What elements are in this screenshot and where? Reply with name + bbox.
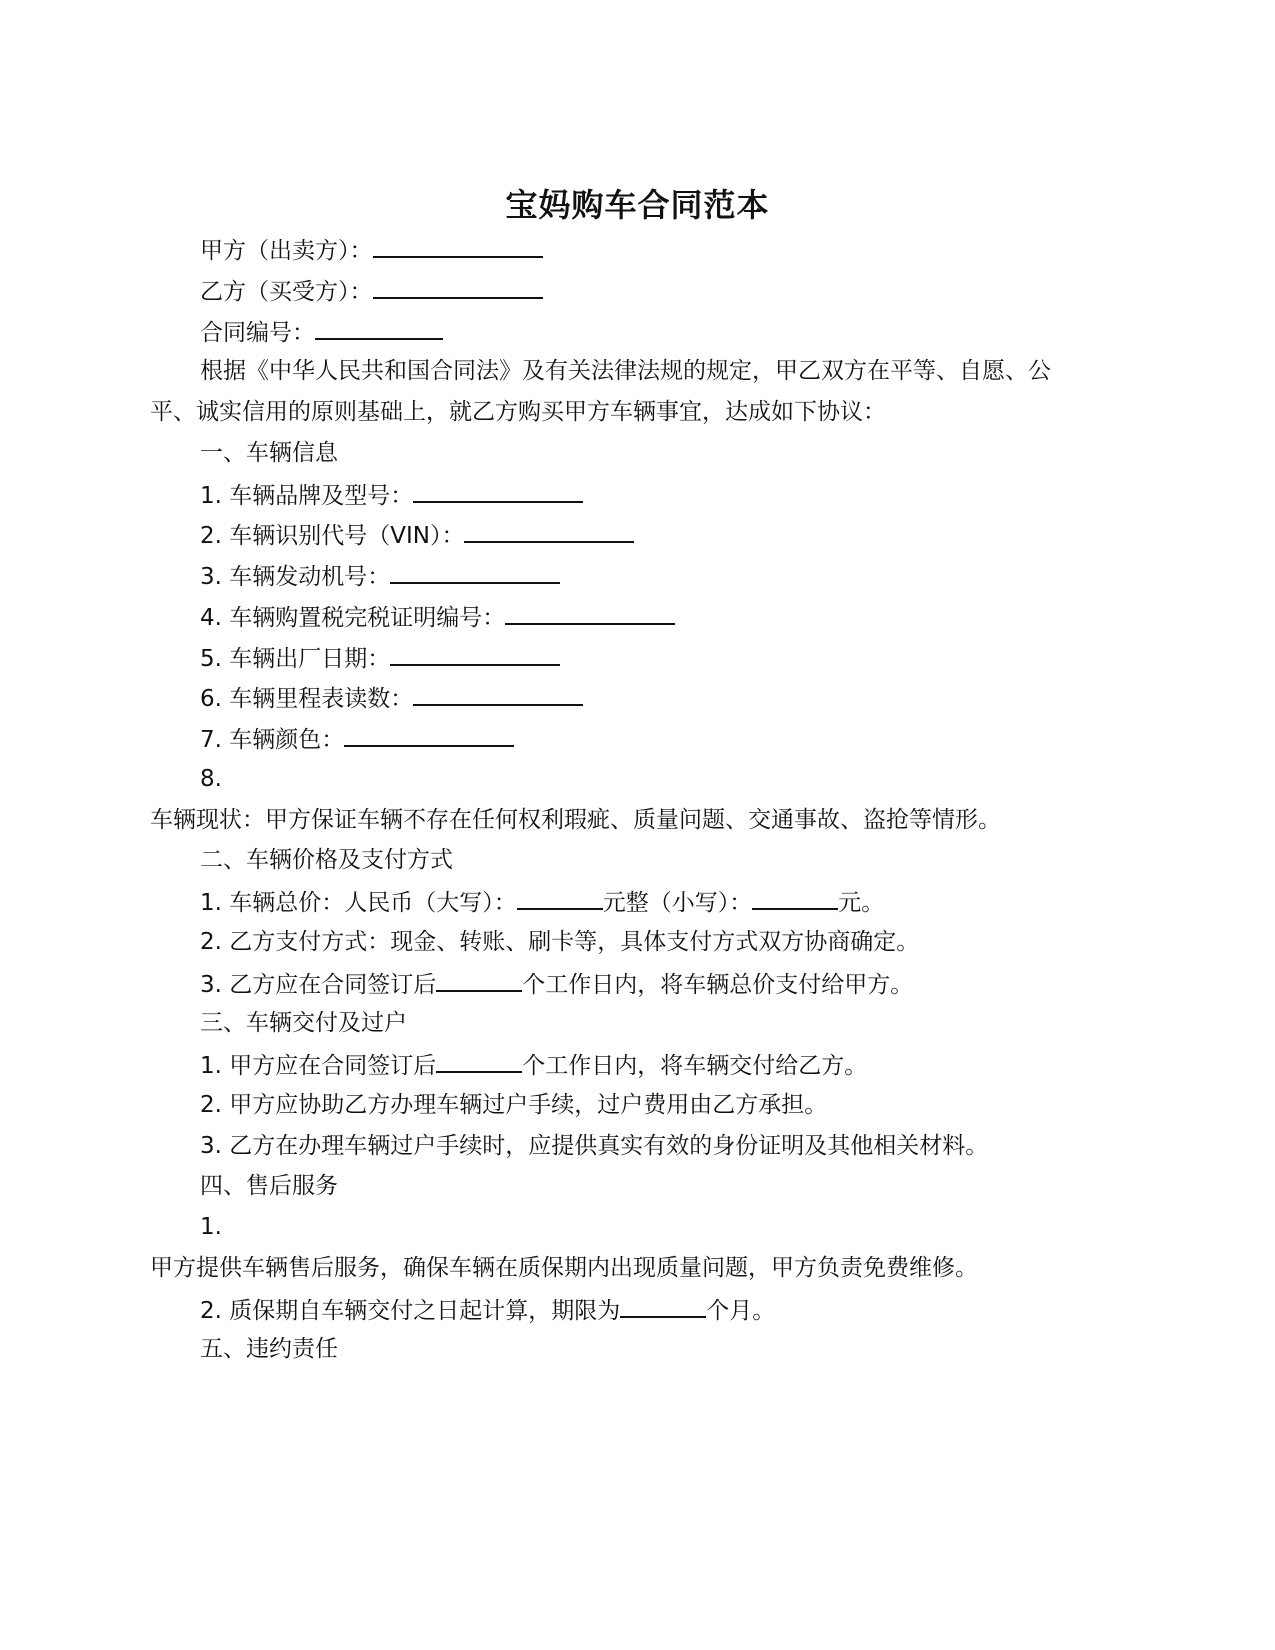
section-2-heading: 二、车辆价格及支付方式 <box>200 847 453 873</box>
item-blank[interactable] <box>505 601 675 625</box>
item-blank[interactable] <box>413 479 583 503</box>
party-b-line <box>200 275 543 307</box>
item-label: 7. 车辆颜色： <box>200 727 345 753</box>
item-label: 4. 车辆购置税完税证明编号： <box>200 605 506 631</box>
vehicle-info-item <box>200 723 514 755</box>
days-blank[interactable] <box>436 1049 522 1073</box>
item-blank[interactable] <box>344 723 514 747</box>
price-label-3: 元。 <box>838 890 885 916</box>
vehicle-info-item <box>200 519 634 551</box>
service-item-1-text: 甲方提供车辆售后服务，确保车辆在质保期内出现质量问题，甲方负责免费维修。 <box>150 1255 978 1281</box>
party-a-label: 甲方（出卖方）： <box>200 238 373 264</box>
item-label: 3. 车辆发动机号： <box>200 564 391 590</box>
warranty-item <box>200 1294 775 1326</box>
delivery-label-2: 个工作日内，将车辆交付给乙方。 <box>522 1053 868 1079</box>
party-a-blank[interactable] <box>373 234 543 258</box>
item-blank[interactable] <box>390 560 560 584</box>
vehicle-info-item <box>200 601 675 633</box>
price-label: 1. 车辆总价：人民币（大写）： <box>200 890 517 916</box>
warranty-label-2: 个月。 <box>706 1298 776 1324</box>
vehicle-info-item <box>200 479 583 511</box>
party-a-line <box>200 234 543 266</box>
vehicle-info-item <box>200 642 560 674</box>
payment-deadline-item <box>200 968 913 1000</box>
item-8-number: 8. <box>200 766 222 792</box>
party-b-label: 乙方（买受方）： <box>200 279 373 305</box>
price-lower-blank[interactable] <box>752 886 838 910</box>
item-8-text: 车辆现状：甲方保证车辆不存在任何权利瑕疵、质量问题、交通事故、盗抢等情形。 <box>150 807 1001 833</box>
item-label: 6. 车辆里程表读数： <box>200 686 414 712</box>
contract-no-blank[interactable] <box>315 316 443 340</box>
price-label-2: 元整（小写）： <box>602 890 753 916</box>
party-b-blank[interactable] <box>373 275 543 299</box>
service-item-1-number: 1. <box>200 1214 222 1240</box>
deadline-label-2: 个工作日内，将车辆总价支付给甲方。 <box>522 972 914 998</box>
section-4-heading: 四、售后服务 <box>200 1173 338 1199</box>
document-title: 宝妈购车合同范本 <box>505 186 770 224</box>
months-blank[interactable] <box>620 1294 706 1318</box>
warranty-label: 2. 质保期自车辆交付之日起计算，期限为 <box>200 1298 621 1324</box>
preamble-line-2: 平、诚实信用的原则基础上，就乙方购买甲方车辆事宜，达成如下协议： <box>150 399 886 425</box>
item-blank[interactable] <box>413 682 583 706</box>
payment-method-item: 2. 乙方支付方式：现金、转账、刷卡等，具体支付方式双方协商确定。 <box>200 929 920 955</box>
item-label: 2. 车辆识别代号（VIN）： <box>200 523 465 549</box>
item-blank[interactable] <box>464 519 634 543</box>
delivery-label: 1. 甲方应在合同签订后 <box>200 1053 437 1079</box>
vehicle-info-item <box>200 560 560 592</box>
price-upper-blank[interactable] <box>517 886 603 910</box>
transfer-item: 2. 甲方应协助乙方办理车辆过户手续，过户费用由乙方承担。 <box>200 1092 828 1118</box>
section-1-heading: 一、车辆信息 <box>200 440 338 466</box>
preamble-line-1: 根据《中华人民共和国合同法》及有关法律法规的规定，甲乙双方在平等、自愿、公 <box>200 358 1051 384</box>
item-label: 1. 车辆品牌及型号： <box>200 483 414 509</box>
item-blank[interactable] <box>390 642 560 666</box>
section-3-heading: 三、车辆交付及过户 <box>200 1010 407 1036</box>
days-blank[interactable] <box>436 968 522 992</box>
deadline-label: 3. 乙方应在合同签订后 <box>200 972 437 998</box>
item-label: 5. 车辆出厂日期： <box>200 646 391 672</box>
transfer-docs-item: 3. 乙方在办理车辆过户手续时，应提供真实有效的身份证明及其他相关材料。 <box>200 1133 989 1159</box>
price-item <box>200 886 884 918</box>
contract-no-label: 合同编号： <box>200 320 315 346</box>
delivery-item <box>200 1049 867 1081</box>
contract-no-line <box>200 316 443 348</box>
section-5-heading: 五、违约责任 <box>200 1336 338 1362</box>
vehicle-info-item <box>200 682 583 714</box>
